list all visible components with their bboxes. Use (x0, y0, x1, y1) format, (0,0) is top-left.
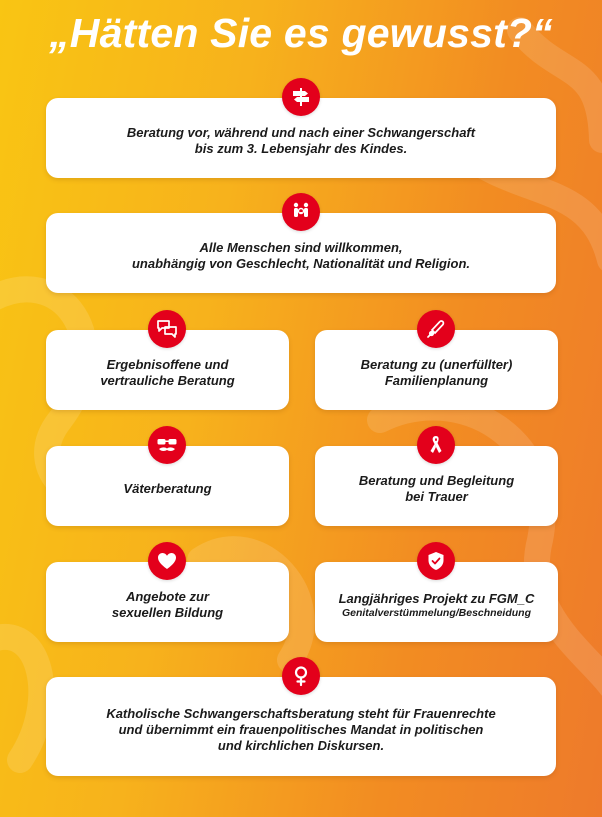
card-text-line: Beratung und Begleitung (358, 473, 515, 488)
card-text-line: Katholische Schwangerschaftsberatung steht für Frauenrechte (106, 705, 496, 721)
thermometer-icon (417, 310, 455, 348)
card-text-line: Beratung vor, während und nach einer Schwangerschaft (126, 125, 476, 140)
signpost-icon (282, 78, 320, 116)
ribbon-icon (417, 426, 455, 464)
chat-bubbles-icon (148, 310, 186, 348)
card-text-line: Angebote zur (125, 589, 210, 604)
card-text-line: Väterberatung (123, 481, 212, 496)
glasses-mustache-icon (148, 426, 186, 464)
card-text-line: unabhängig von Geschlecht, Nationalität und Religion. (131, 256, 471, 271)
card-text-line: und kirchlichen Diskursen. (217, 737, 385, 753)
card-text-line: Familienplanung (384, 373, 489, 388)
card-text-line: Ergebnisoffene und (106, 357, 229, 372)
heart-icon (148, 542, 186, 580)
card-text-line: vertrauliche Beratung (100, 373, 235, 388)
card-text-line: Beratung zu (unerfüllter) (360, 357, 513, 372)
card-text-line: bis zum 3. Lebensjahr des Kindes. (194, 141, 408, 156)
card-text-line: Langjähriges Projekt zu FGM_C (338, 590, 535, 606)
card-text-line: sexuellen Bildung (111, 605, 224, 620)
card-text-line: und übernimmt ein frauenpolitisches Mandat in politischen (118, 721, 484, 737)
female-symbol-icon (282, 657, 320, 695)
card-text-line-small: Genitalverstümmelung/Beschneidung (341, 606, 532, 619)
shield-check-icon (417, 542, 455, 580)
card-text-line: bei Trauer (405, 489, 468, 504)
page-title: „Hätten Sie es gewusst?“ (49, 10, 553, 56)
people-icon (282, 193, 320, 231)
card-text-line: Alle Menschen sind willkommen, (199, 240, 403, 255)
